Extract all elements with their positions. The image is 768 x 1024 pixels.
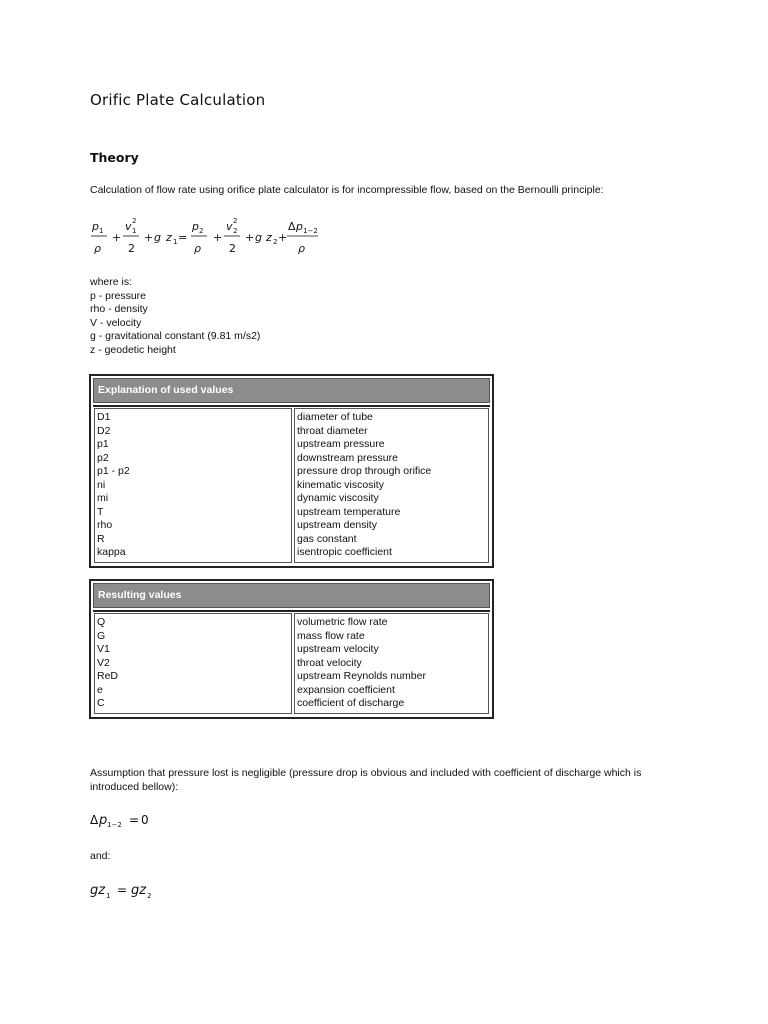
svg-text:2: 2 (199, 227, 204, 235)
table-cell: expansion coefficient (297, 683, 395, 696)
description-column (294, 613, 489, 714)
svg-text:2: 2 (132, 217, 137, 225)
svg-text:z: z (266, 231, 272, 244)
table-cell: V1 (97, 643, 110, 655)
height-equation (90, 880, 170, 909)
table-cell: upstream density (297, 519, 377, 531)
table-cell: gas constant (297, 532, 357, 545)
where-is-label: where is: (90, 276, 133, 288)
table-cell: ReD (97, 670, 119, 682)
svg-text:2: 2 (128, 242, 135, 255)
table-cell: mi (97, 492, 109, 504)
table-cell: G (97, 629, 106, 642)
table-cell: e (97, 683, 103, 696)
svg-text:gz: gz (131, 883, 147, 898)
page-title: Orific Plate Calculation (90, 91, 266, 109)
svg-text:ρ: ρ (94, 242, 101, 255)
symbol-column (94, 613, 292, 714)
svg-text:2: 2 (229, 242, 236, 255)
table-cell: downstream pressure (297, 451, 398, 464)
table-header: Resulting values (93, 583, 490, 608)
svg-text:ρ: ρ (298, 242, 305, 255)
svg-text:1−2: 1−2 (107, 821, 122, 829)
svg-text:2: 2 (233, 217, 238, 225)
svg-text:2: 2 (273, 238, 278, 246)
svg-text:gz: gz (90, 883, 106, 898)
svg-text:+: + (213, 231, 223, 244)
svg-text:=: = (117, 883, 128, 897)
section-heading-theory: Theory (90, 150, 139, 165)
svg-text:g: g (255, 231, 262, 244)
table-cell: mass flow rate (297, 629, 365, 642)
svg-text:=: = (129, 813, 140, 827)
svg-text:+: + (144, 231, 154, 244)
table-cell: kinematic viscosity (297, 478, 384, 491)
pressure-loss-equation (90, 809, 170, 838)
table-cell: Q (97, 616, 106, 628)
table-cell: p1 - p2 (97, 465, 130, 477)
legend-item: g - gravitational constant (9.81 m/s2) (90, 330, 261, 342)
table-cell: D2 (97, 424, 111, 437)
table-cell: p1 (97, 438, 109, 450)
table-cell: isentropic coefficient (297, 546, 392, 558)
legend-item: z - geodetic height (90, 343, 176, 356)
table-cell: upstream Reynolds number (297, 670, 426, 682)
svg-text:=: = (178, 231, 188, 244)
table-cell: rho (97, 519, 113, 531)
legend-item: rho - density (90, 303, 148, 315)
svg-text:p: p (296, 220, 303, 233)
table-cell: coefficient of discharge (297, 697, 405, 709)
svg-text:+: + (112, 231, 122, 244)
svg-text:v: v (125, 220, 132, 233)
table-cell: diameter of tube (297, 411, 373, 423)
svg-text:v: v (226, 220, 233, 233)
svg-text:0: 0 (141, 813, 149, 827)
table-cell: upstream velocity (297, 643, 379, 655)
table-cell: volumetric flow rate (297, 616, 388, 628)
svg-text:Δ: Δ (90, 813, 99, 827)
explanation-table (89, 374, 494, 568)
description-column (294, 408, 489, 563)
table-cell: p2 (97, 451, 109, 464)
assumption-paragraph: Assumption that pressure lost is negligible (pressure drop is obvious and included with coefficient of discharge which is introduced bellow): (90, 767, 642, 793)
svg-text:p: p (192, 220, 199, 233)
svg-text:2: 2 (233, 227, 238, 235)
svg-text:+: + (278, 231, 288, 244)
table-cell: upstream temperature (297, 505, 401, 518)
svg-text:ρ: ρ (194, 242, 201, 255)
table-cell: kappa (97, 546, 126, 558)
results-table (89, 579, 494, 719)
svg-text:2: 2 (147, 892, 152, 900)
table-cell: R (97, 532, 105, 545)
svg-text:1: 1 (106, 892, 111, 900)
variable-legend (90, 276, 260, 357)
table-cell: V2 (97, 656, 110, 669)
table-cell: C (97, 697, 105, 709)
symbol-column (94, 408, 292, 563)
bernoulli-equation (88, 214, 348, 263)
legend-item: p - pressure (90, 289, 147, 302)
svg-text:1: 1 (132, 227, 137, 235)
table-header: Explanation of used values (93, 378, 490, 403)
table-cell: T (97, 505, 104, 518)
table-cell: ni (97, 478, 106, 491)
svg-text:1−2: 1−2 (303, 227, 318, 235)
table-cell: throat diameter (297, 424, 368, 437)
svg-text:p: p (99, 813, 108, 828)
svg-text:+: + (245, 231, 255, 244)
table-cell: pressure drop through orifice (297, 465, 432, 477)
table-cell: upstream pressure (297, 438, 385, 450)
table-cell: throat velocity (297, 656, 362, 669)
table-cell: D1 (97, 411, 111, 423)
svg-text:1: 1 (173, 238, 178, 246)
svg-text:1: 1 (99, 227, 104, 235)
table-cell: dynamic viscosity (297, 492, 379, 504)
svg-text:z: z (166, 231, 172, 244)
svg-text:Δ: Δ (288, 220, 296, 233)
intro-paragraph: Calculation of flow rate using orifice plate calculator is for incompressible flow, based on the Bernoulli principle: (90, 184, 604, 196)
svg-text:g: g (154, 231, 161, 244)
svg-text:p: p (92, 220, 99, 233)
and-label: and: (90, 850, 111, 862)
legend-item: V - velocity (90, 316, 142, 329)
